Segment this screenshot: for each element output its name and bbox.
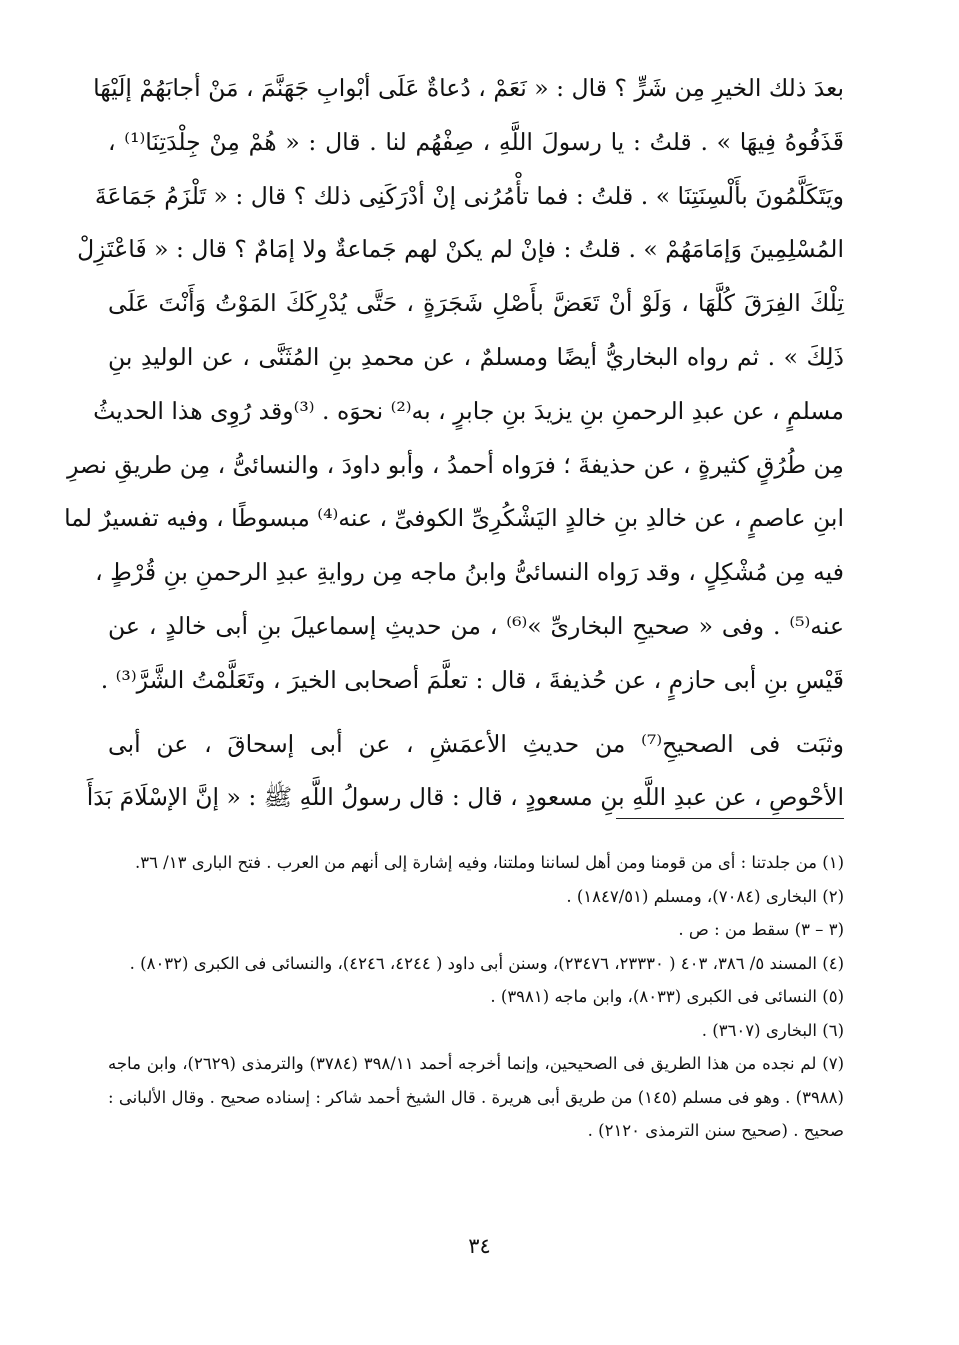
footnote-2: (٢) البخارى (٧٠٨٤)، ومسلم (١٨٤٧/٥١) . [566,886,844,906]
page-number: ٣٤ [468,1234,491,1258]
paragraph-2 [86,718,844,826]
footnote-1: (١) من جلدتنا : أى من قومنا ومن أهل لساننا وملتنا، وفيه إشارة إلى أنهم من العرب . فتح البارى ١٣/ ٣٦. [134,853,844,872]
text-line: مِن طُرُقٍ كثيرةٍ ، عن حذيفةَ ؛ فرَواه أحمدُ ، وأبو داودَ ، والنسائىُّ ، مِن طريقِ نصرِ [67,450,844,479]
text-line: فيه مِن مُشْكِلٍ ، وقد رَواه النسائىُّ وابنُ ماجه مِن روايةِ عبدِ الرحمنِ بنِ قُرْطٍ ، [95,558,844,587]
text-line: ابنِ عاصمٍ ، عن خالدِ بنِ خالدٍ اليَشْكُرِىِّ الكوفىِّ ، عنه⁽⁴⁾ مبسوطًا ، وفيه تفسيرٌ لما [64,504,844,533]
text-line: عنه⁽⁵⁾ . وفى « صحيحِ البخارىِّ »⁽⁶⁾ ، من حديثِ إسماعيلَ بنِ أبى خالدٍ ، عن [108,611,844,640]
text-line: قَذَفُوهُ فِيهَا » . قلتُ : يا رسولَ اللَّهِ ، صِفْهُم لنا . قال : « هُمْ مِنْ جِلْدَتِنَا⁽¹⁾ ، [108,127,845,156]
paragraph-1 [64,62,845,708]
text-line: المُسْلِمِينَ وَإمَامَهُمْ » . قلتُ : فإنْ لم يكنْ لهم جَماعةٌ ولا إمَامٌ ؟ قال : « فَاعْتَزِلْ [77,235,844,264]
text-line: تِلْكَ الفِرَقَ كُلَّهَا ، وَلَوْ أنْ تَعَضَّ بأَصْلِ شَجَرَةٍ ، حَتَّى يُدْرِكَكَ المَوْتُ وَأَنْتَ عَلَى [108,289,844,318]
footnote-7: (٧) لم نجده من هذا الطريق فى الصحيحين، وإنما أخرجه أحمد ٣٩٨/١١ (٣٧٨٤) والترمذى (٢٦٢٩)، وابن ماجه (٣٩٨٨) . وهو فى مسلم (١٤٥) من طريق أبى هريرة . قال الشيخ أحمد شاكر : إسناده صحيح . وقال الألبانى : صحيح . (صحيح سنن الترمذى ٢١٢٠) . [108,1054,844,1140]
text-line: ويَتَكَلَّمُونَ بأَلْسِنَتِنَا » . قلتُ : فما تأْمُرُنى إنْ أدْرَكَنِى ذلك ؟ قال : « تَلْزَمُ جَمَاعَةَ [94,181,844,210]
footnote-4: (٤) المسند ٥/ ٣٨٦، ٤٠٣ ( ٢٣٣٣٠، ٢٣٤٧٦)، وسنن أبى داود ( ٤٢٤٤، ٤٢٤٦)، والنسائى فى الكبرى (٨٠٣٢) . [129,953,844,973]
footnote-5: (٥) النسائى فى الكبرى (٨٠٣٣)، وابن ماجه (٣٩٨١) . [490,987,844,1006]
text-line: قَيْسِ بنِ أبى حازمٍ ، عن حُذيفةَ ، قال : تعلَّمَ أصحابى الخيرَ ، وتَعَلَّمْتُ الشَّرَّ⁽³⁾ . [100,665,844,694]
footnote-3: (٣ – ٣) سقط من : ص . [678,920,844,939]
text-line: بعدَ ذلك الخيرِ مِن شَرٍّ ؟ قال : « نَعَمْ ، دُعاةٌ عَلَى أبْوابِ جَهَنَّمَ ، مَنْ أجابَهُمْ إلَيْهَا [93,74,844,102]
footnote-separator [616,818,844,819]
text-line: ذَلِكَ » . ثم رواه البخاريُّ أيضًا ومسلمٌ ، عن محمدِ بنِ المُثَنَّى ، عن الوليدِ بنِ [108,342,844,371]
main-text [64,62,845,825]
footnotes [108,846,844,1148]
footnote-6: (٦) البخارى (٣٦٠٧) . [701,1020,844,1040]
text-line: مسلمٍ ، عن عبدِ الرحمنِ بنِ يزيدَ بنِ جابرٍ ، به⁽²⁾ نحوَه . ⁽³⁾وقد رُوِى هذا الحديثُ [93,396,844,425]
text-line: الأحْوصِ ، عن عبدِ اللَّهِ بنِ مسعودٍ ، قال : قال رسولُ اللَّهِ ﷺ : « إنَّ الإسْلَامَ بَدَأَ [86,783,844,812]
text-line: وثبَت فى الصحيحِ⁽⁷⁾ من حديثِ الأعمَشِ ، عن أبى إسحاقَ ، عن أبى [108,729,844,758]
